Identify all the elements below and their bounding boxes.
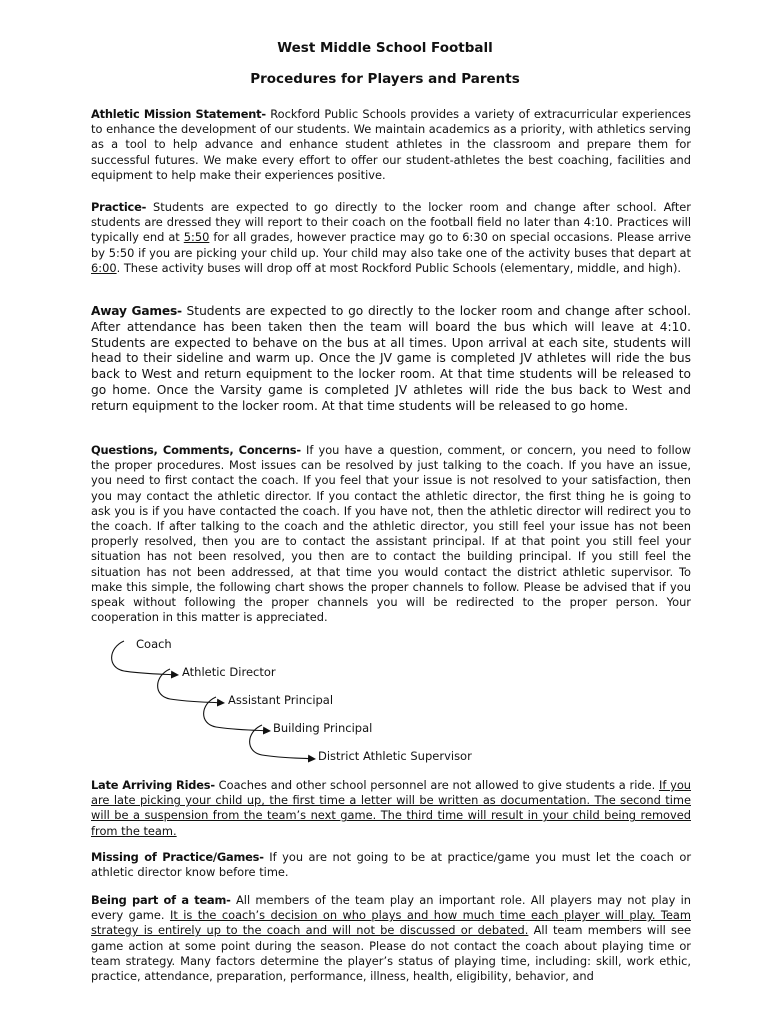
questions-heading: Questions, Comments, Concerns-	[91, 443, 301, 457]
mission-heading: Athletic Mission Statement-	[91, 107, 266, 121]
chain-step-district-athletic-supervisor: District Athletic Supervisor	[318, 749, 472, 763]
missing-paragraph	[91, 850, 691, 880]
late-rides-heading: Late Arriving Rides-	[91, 778, 215, 792]
document-subtitle: Procedures for Players and Parents	[250, 71, 520, 87]
team-text-1: All members of the team play an important role. All players may not play in every game.	[91, 893, 691, 923]
mission-text: Rockford Public Schools provides a variety of extracurricular experiences to enhance the development of our students. We maintain academics as a priority, with athletics serving as a tool to help advance and enhance student athletes in the classroom and prepare them for successful futures. We make every effort to offer our student-athletes the best coaching, facilities and equipment to help make their experiences positive.	[91, 107, 691, 182]
chain-step-building-principal: Building Principal	[273, 721, 373, 735]
late-rides-text: Coaches and other school personnel are not allowed to give students a ride.	[214, 778, 659, 792]
team-text-2: All team members will see game action at some point during the season. Please do not contact the coach about playing time or team strategy. Many factors determine the player’s status of playing time, including: skill, work ethic, practice, attendance, preparation, performance, illness, health, eligibility, behavior, and	[91, 923, 691, 984]
chain-step-coach: Coach	[136, 637, 172, 651]
late-rides-paragraph	[91, 778, 691, 839]
chain-step-athletic-director: Athletic Director	[182, 665, 276, 679]
team-policy: It is the coach’s decision on who plays and how much time each player will play. Team strategy is entirely up to the coach and will not be discussed or debated.	[91, 908, 692, 938]
late-rides-policy: If you are late picking your child up, the first time a letter will be written as documentation. The second time will be a suspension from the team’s next game. The third time will result in your child being removed from the team.	[91, 778, 692, 838]
practice-text-1: Students are expected to go directly to the locker room and change after school. After students are dressed they will report to their coach on the football field no later than 4:10. Practices will typically end at	[91, 200, 691, 245]
document-title: West Middle School Football	[277, 40, 493, 56]
chain-step-assistant-principal: Assistant Principal	[228, 693, 334, 707]
away-games-heading: Away Games-	[91, 304, 182, 318]
practice-heading: Practice-	[91, 200, 147, 214]
practice-text-2: for all grades, however practice may go to 6:30 on special occasions. Please arrive by 5:50 if you are picking your child up. Your child may also take one of the activity buses that depart at	[91, 230, 692, 260]
away-games-text: Students are expected to go directly to the locker room and change after school. After attendance has been taken then the team will board the bus which will leave at 4:10. Students are expected to behave on the bus at all times. Upon arrival at each site, students will head to their sideline and warm up. Once the JV game is completed JV athletes will ride the bus back to West and return equipment to the locker room. At that time students will be released to go home. Once the Varsity game is completed JV athletes will ride the bus back to West and return equipment to the locker room. At that time students will be released to go home.	[91, 304, 691, 413]
questions-text: If you have a question, comment, or concern, you need to follow the proper procedures. Most issues can be resolved by just talking to the coach. If you have an issue, you need to first contact the coach. If you feel that your issue is not resolved to your satisfaction, then you may contact the athletic director. If you contact the athletic director, the first thing he is going to ask you is if you have contacted the coach. If you have not, then the athletic director will redirect you to the coach. If after talking to the coach and the athletic director, you still feel your issue has not been properly resolved, then you are to contact the assistant principal. If at that point you still feel your situation has not been resolved, you then are to contact the building principal. If you still feel the situation has not been addressed, at that time you would contact the district athletic supervisor. To make this simple, the following chart shows the proper channels to follow. Please be advised that if you speak without following the proper channels you will be redirected to the proper person. Your cooperation in this matter is appreciated.	[91, 443, 691, 625]
bus-depart-time: 6:00	[91, 260, 117, 275]
practice-text-3: . These activity buses will drop off at most Rockford Public Schools (elementary, middle, and high).	[116, 260, 682, 275]
missing-heading: Missing of Practice/Games-	[91, 850, 264, 864]
team-heading: Being part of a team-	[91, 893, 231, 907]
practice-end-time: 5:50	[183, 230, 210, 245]
missing-text: If you are not going to be at practice/game you must let the coach or athletic director know before time.	[91, 850, 691, 880]
team-paragraph	[91, 893, 691, 984]
